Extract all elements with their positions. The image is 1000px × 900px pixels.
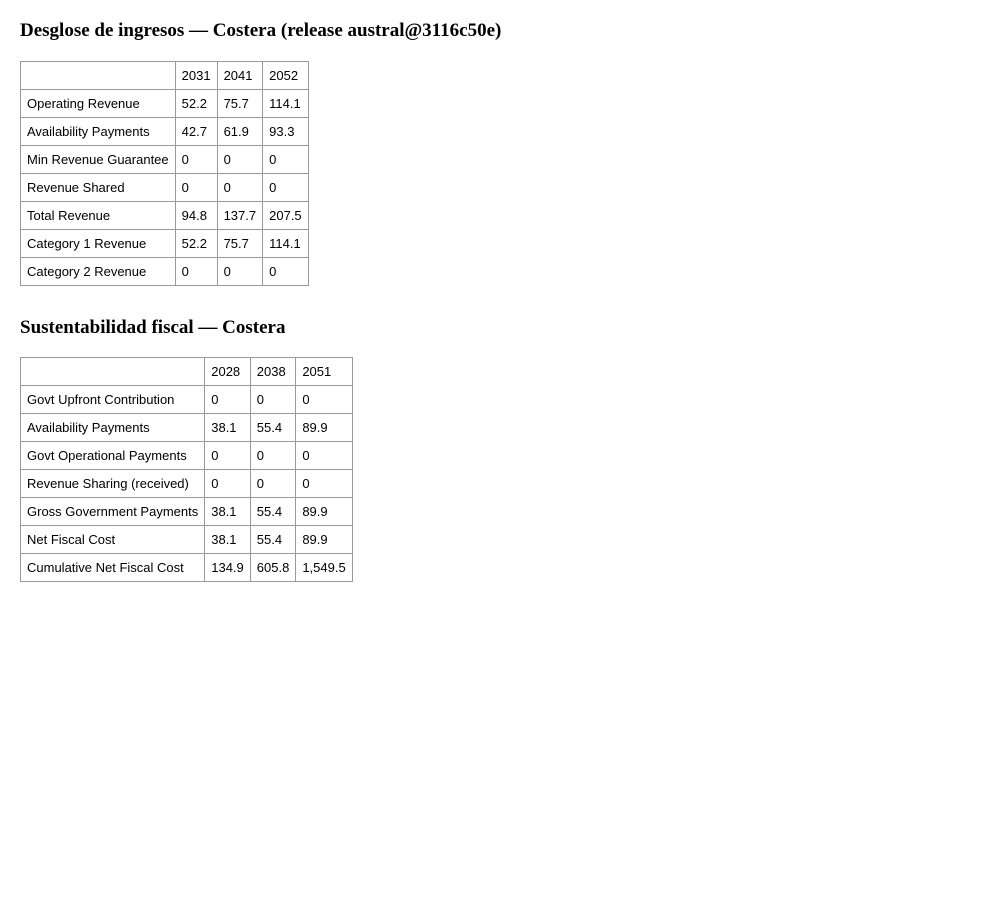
cell-value: 38.1 bbox=[205, 498, 251, 526]
row-label: Min Revenue Guarantee bbox=[21, 146, 176, 174]
cell-value: 52.2 bbox=[175, 230, 217, 258]
table-row bbox=[21, 414, 353, 442]
cell-value: 0 bbox=[263, 174, 309, 202]
table-row bbox=[21, 526, 353, 554]
cell-value: 75.7 bbox=[217, 90, 263, 118]
row-label: Availability Payments bbox=[21, 414, 205, 442]
cell-value: 61.9 bbox=[217, 118, 263, 146]
table-header-row bbox=[21, 62, 309, 90]
cell-value: 0 bbox=[296, 442, 352, 470]
year-header: 2051 bbox=[296, 358, 352, 386]
cell-value: 134.9 bbox=[205, 554, 251, 582]
table-row bbox=[21, 230, 309, 258]
row-label: Gross Government Payments bbox=[21, 498, 205, 526]
cell-value: 0 bbox=[175, 174, 217, 202]
table-row bbox=[21, 90, 309, 118]
cell-value: 0 bbox=[250, 470, 296, 498]
cell-value: 207.5 bbox=[263, 202, 309, 230]
year-header: 2052 bbox=[263, 62, 309, 90]
cell-value: 114.1 bbox=[263, 230, 309, 258]
cell-value: 0 bbox=[250, 386, 296, 414]
cell-value: 93.3 bbox=[263, 118, 309, 146]
cell-value: 55.4 bbox=[250, 498, 296, 526]
cell-value: 52.2 bbox=[175, 90, 217, 118]
table-row bbox=[21, 470, 353, 498]
cell-value: 0 bbox=[263, 258, 309, 286]
cell-value: 38.1 bbox=[205, 526, 251, 554]
cell-value: 1,549.5 bbox=[296, 554, 352, 582]
row-label: Availability Payments bbox=[21, 118, 176, 146]
table-row bbox=[21, 202, 309, 230]
year-header: 2038 bbox=[250, 358, 296, 386]
cell-value: 0 bbox=[205, 442, 251, 470]
cell-value: 0 bbox=[175, 146, 217, 174]
row-label: Total Revenue bbox=[21, 202, 176, 230]
cell-value: 55.4 bbox=[250, 414, 296, 442]
table-header-row bbox=[21, 358, 353, 386]
revenue-breakdown-table bbox=[20, 61, 309, 286]
row-label: Category 1 Revenue bbox=[21, 230, 176, 258]
row-label: Operating Revenue bbox=[21, 90, 176, 118]
row-label: Net Fiscal Cost bbox=[21, 526, 205, 554]
row-label: Cumulative Net Fiscal Cost bbox=[21, 554, 205, 582]
table-row bbox=[21, 442, 353, 470]
corner-cell bbox=[21, 358, 205, 386]
cell-value: 94.8 bbox=[175, 202, 217, 230]
cell-value: 42.7 bbox=[175, 118, 217, 146]
cell-value: 55.4 bbox=[250, 526, 296, 554]
year-header: 2031 bbox=[175, 62, 217, 90]
cell-value: 114.1 bbox=[263, 90, 309, 118]
table-row bbox=[21, 498, 353, 526]
fiscal-sustainability-table bbox=[20, 357, 353, 582]
cell-value: 137.7 bbox=[217, 202, 263, 230]
row-label: Category 2 Revenue bbox=[21, 258, 176, 286]
cell-value: 0 bbox=[205, 386, 251, 414]
table-row bbox=[21, 386, 353, 414]
cell-value: 0 bbox=[263, 146, 309, 174]
cell-value: 89.9 bbox=[296, 526, 352, 554]
year-header: 2041 bbox=[217, 62, 263, 90]
corner-cell bbox=[21, 62, 176, 90]
row-label: Revenue Shared bbox=[21, 174, 176, 202]
year-header: 2028 bbox=[205, 358, 251, 386]
cell-value: 38.1 bbox=[205, 414, 251, 442]
cell-value: 75.7 bbox=[217, 230, 263, 258]
row-label: Govt Operational Payments bbox=[21, 442, 205, 470]
cell-value: 0 bbox=[250, 442, 296, 470]
table-row bbox=[21, 174, 309, 202]
row-label: Govt Upfront Contribution bbox=[21, 386, 205, 414]
cell-value: 0 bbox=[296, 470, 352, 498]
cell-value: 0 bbox=[217, 174, 263, 202]
table-row bbox=[21, 118, 309, 146]
cell-value: 0 bbox=[175, 258, 217, 286]
row-label: Revenue Sharing (received) bbox=[21, 470, 205, 498]
table-row bbox=[21, 146, 309, 174]
table-row bbox=[21, 258, 309, 286]
cell-value: 0 bbox=[217, 146, 263, 174]
cell-value: 89.9 bbox=[296, 498, 352, 526]
cell-value: 0 bbox=[296, 386, 352, 414]
revenue-breakdown-title: Desglose de ingresos — Costera (release austral@3116c50e) bbox=[20, 20, 502, 41]
cell-value: 605.8 bbox=[250, 554, 296, 582]
cell-value: 0 bbox=[217, 258, 263, 286]
cell-value: 0 bbox=[205, 470, 251, 498]
table-row bbox=[21, 554, 353, 582]
fiscal-sustainability-title: Sustentabilidad fiscal — Costera bbox=[20, 317, 286, 338]
cell-value: 89.9 bbox=[296, 414, 352, 442]
